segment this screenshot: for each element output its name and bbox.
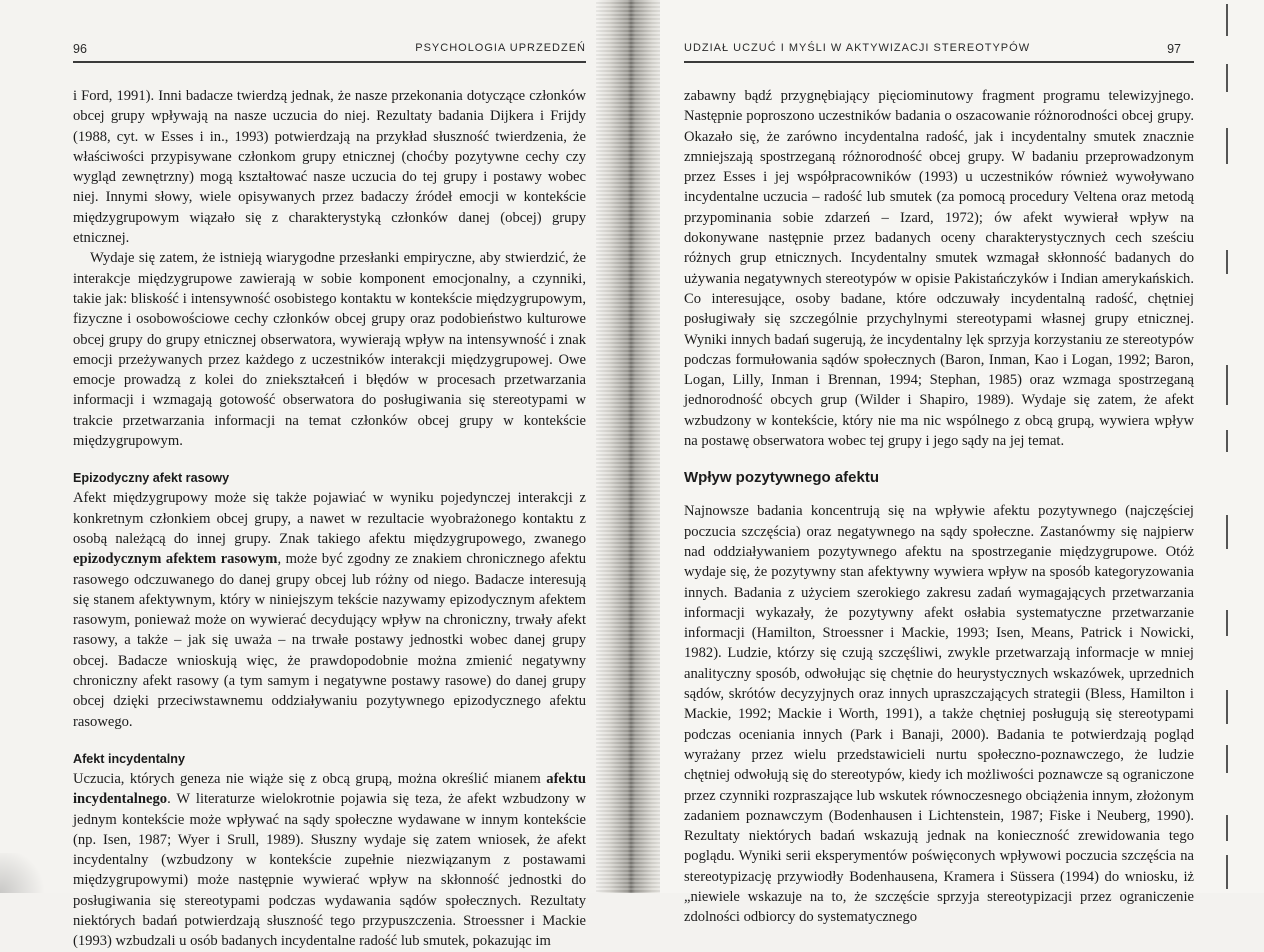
left-running-head: PSYCHOLOGIA UPRZEDZEŃ xyxy=(415,42,586,54)
text-run: Afekt międzygrupowy może się także pojawiać w wyniku pojedynczej interakcji z konkretnym członkiem obcej grupy, a nawet w rezultacie wyobrażonego kontaktu z osobą należącą do innej grupy. Znak takiego afektu międzygrupowego, zwanego xyxy=(73,490,586,547)
text-run: Wydaje się zatem, że istnieją wiarygodne przesłanki empiryczne, aby stwierdzić, że interakcje międzygrupowe zawierają w sobie komponent emocjonalny, a czynniki, takie jak: bliskość i intensywność osobistego kontaktu w kontekście międzygrupowym, fizyczne i osobowościowe cechy członków obcej grupy oraz podobieństwo kulturowe obcej grupy do grupy etnicznej obserwatora, wywierają wpływ na intensywność i znak emocji przeżywanych przez każdego z uczestników interakcji międzygrupowej. Owe emocje prowadzą z kolei do zniekształceń i błędów w procesach przetwarzania informacji i wzmagają gotowość obserwatora do posługiwania się stereotypami w trakcie przetwarzania informacji na temat członków obcej grupy w kontekście międzygrupowym. xyxy=(73,250,586,450)
bold-term: epizodycznym afektem rasowym xyxy=(73,551,278,568)
section-heading xyxy=(684,467,1194,489)
text-run: Wpływ pozytywnego afektu xyxy=(684,469,880,487)
subsection-heading xyxy=(73,749,586,769)
text-run: zabawny bądź przygnębiający pięciominutowy fragment programu telewizyjnego. Następnie poproszono uczestników badania o oszacowanie różnorodności obcej grupy. Okazało się, że zarówno incydentalna radość, jak i incydentalny smutek znacznie zmniejszają spostrzeganą różnorodność obcej grupy. W badaniu przeprowadzonym przez Esses i jej współpracowników (1993) u uczestników również wywoływano incydentalne uczucia – radość lub smutek (za pomocą procedury Veltena oraz metodą przypominania sobie zdarzeń – Izard, 1972); ów afekt wywierał wpływ na dokonywane następnie przez badanych oceny charakterystycznych cech sześciu różnych grup etnicznych. Incydentalny smutek wzmagał skłonność badanych do używania negatywnych stereotypów w opisie Pakistańczyków i Indian amerykańskich. Co interesujące, osoby badane, które odczuwały incydentalną radość, chętniej posługiwały się szczególnie przychylnymi stereotypami własnej grupy etnicznej. Wyniki innych badań sugerują, że incydentalny lęk sprzyja korzystaniu ze stereotypów podczas formułowania sądów społecznych (Baron, Inman, Kao i Logan, 1992; Baron, Logan, Lilly, Inman i Brennan, 1994; Stephan, 1985) oraz wzmaga spostrzeganą jednorodność obcych grup (Wilder i Shapiro, 1989). Wydaje się zatem, że afekt wzbudzony w kontekście, który nie ma nic wspólnego z obcą grupą, wywiera wpływ na postawę obserwatora wobec tej grupy i jego sądy na jej temat. xyxy=(684,88,1194,450)
right-body-text xyxy=(684,86,1194,928)
paragraph xyxy=(73,769,586,952)
paragraph xyxy=(73,248,586,451)
scan-shadow xyxy=(0,853,50,893)
text-run: . W literaturze wielokrotnie pojawia się teza, że afekt wzbudzony w jednym kontekście może wpływać na sądy społeczne wydawane w innym kontekście (np. Isen, 1987; Wyer i Srull, 1989). Słuszny wydaje się zatem wniosek, że afekt incydentalny (wzbudzony w kontekście zupełnie niezwiązanym z postawami międzygrupowymi) może następnie wywierać wpływ na skłonność jednostki do posługiwania się stereotypami podczas wydawania sądów społecznych. Rezultaty niektórych badań potwierdzają słuszność tego przypuszczenia. Stroessner i Mackie (1993) wzbudzali u osób badanych incydentalne radość lub smutek, pokazując im xyxy=(73,791,586,950)
text-run: Epizodyczny afekt rasowy xyxy=(73,471,230,486)
text-run: , może być zgodny ze znakiem chronicznego afektu rasowego odczuwanego do danej grupy obcej lub różny od niego. Badacze interesują się stanem afektywnym, który w niniejszym tekście nazywamy epizodycznym afektem rasowym, ponieważ może on wywierać decydujący wpływ na chroniczny, trwały afekt rasowy, a także – jak się uważa – na trwałe postawy jednostki wobec danej grupy obcej. Badacze wnioskują więc, że prawdopodobnie można zmienić negatywny chroniczny afekt rasowy (a tym samym i negatywne postawy rasowe) do danej grupy obcej dzięki przeciwstawnemu oddziaływaniu pozytywnego epizodycznego afektu rasowego. xyxy=(73,551,586,730)
text-run: Uczucia, których geneza nie wiąże się z obcą grupą, można określić mianem xyxy=(73,770,547,787)
paragraph xyxy=(73,488,586,732)
left-page xyxy=(0,0,610,950)
page-edge-marks xyxy=(1226,0,1246,893)
right-page-number: 97 xyxy=(1167,42,1181,56)
paragraph xyxy=(684,86,1194,451)
bold-term: afektu incydentalnego xyxy=(73,770,586,808)
text-run: i Ford, 1991). Inni badacze twierdzą jednak, że nasze przekonania dotyczące członków obcej grupy wpływają na nasze uczucia do niej. Rezultaty badania Dijkera i Frijdy (1988, cyt. w Esses i in., 1993) potwierdzają na przykład słuszność twierdzenia, że właściwości przypisywane członkom grupy etnicznej (choćby pozytywne cechy czy wygląd zewnętrzny) mogą kształtować nasze uczucia do tej grupy i postawy wobec niej. Innymi słowy, wiele opisywanych przez badaczy źródeł emocji w kontekście międzygrupowym wiązało się z charakterystyką członków danej (obcej) grupy etnicznej. xyxy=(73,88,586,247)
left-header-rule xyxy=(73,61,586,63)
left-page-number: 96 xyxy=(73,42,87,56)
text-run: Afekt incydentalny xyxy=(73,751,185,766)
right-running-head: UDZIAŁ UCZUĆ I MYŚLI W AKTYWIZACJI STEREOTYPÓW xyxy=(684,42,1031,54)
right-page xyxy=(660,0,1264,926)
paragraph xyxy=(684,501,1194,927)
text-run: Najnowsze badania koncentrują się na wpływie afektu pozytywnego (najczęściej poczucia szczęścia) oraz negatywnego na sądy społeczne. Zastanówmy się najpierw nad oddziaływaniem pozytywnego afektu na spostrzeganie międzygrupowe. Otóż wydaje się, że pozytywny stan afektywny wywiera wpływ na sposób kategoryzowania innych. Badania z użyciem szerokiego zakresu zadań wymagających przetwarzania informacji wykazały, że pozytywny afekt osłabia systematyczne przetwarzanie informacji (Hamilton, Stroessner i Mackie, 1993; Isen, Means, Patrick i Nowicki, 1982). Ludzie, którzy się czują szczęśliwi, zwykle przetwarzają informacje w mniej analityczny sposób, odwołując się chętnie do heurystycznych wskazówek, uprzednich sądów, skrótów decyzyjnych oraz innych upraszczających strategii (Bless, Hamilton i Mackie, 1992; Mackie i Worth, 1991), a także chętniej posługują się stereotypami podczas oceniania innych (Park i Banaji, 2000). Badania te potwierdzają pogląd wyrażany przez wielu przedstawicieli nurtu społeczno-poznawczego, że ludzie chętniej odwołują się do stereotypów, kiedy ich możliwości poznawcze są ograniczone przez czynniki rozpraszające lub wskutek równoczesnego obciążenia innym, złożonym zadaniem poznawczym (Bodenhausen i Lichtenstein, 1987; Fiske i Neuberg, 1990). Rezultaty niektórych badań wskazują jednak na konieczność zrewidowania tego poglądu. Wyniki serii eksperymentów poświęconych wpływowi poczucia szczęścia na stereotypizację przywiodły Bodenhausena, Kramera i Süssera (1994) do wniosku, iż „niewiele wskazuje na to, że szczęście sprzyja stereotypizacji przez ograniczenie zdolności odbiorcy do systematycznego xyxy=(684,503,1194,926)
left-body-text xyxy=(73,86,586,952)
right-header-rule xyxy=(684,61,1194,63)
paragraph xyxy=(73,86,586,248)
subsection-heading xyxy=(73,468,586,488)
book-gutter xyxy=(596,0,666,893)
